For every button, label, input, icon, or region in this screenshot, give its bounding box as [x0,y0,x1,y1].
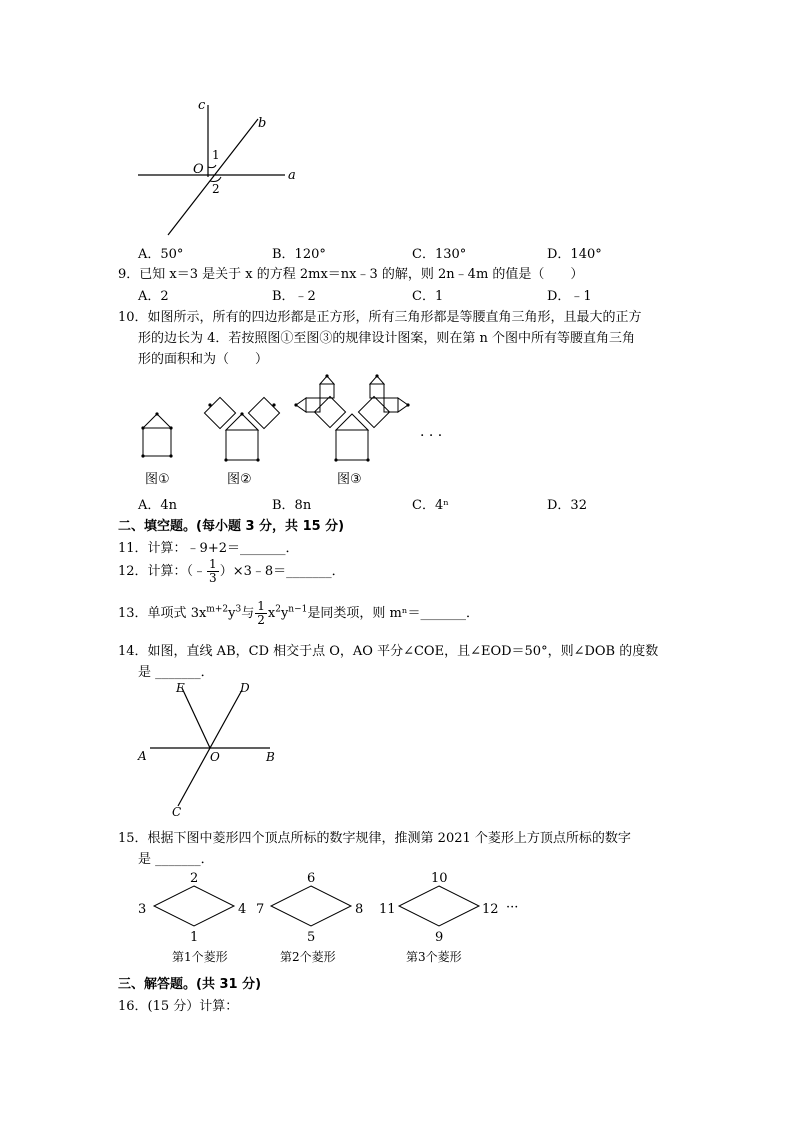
rhombus-3-left: 11 [379,902,396,917]
q10-line-1: 10．如图所示，所有的四边形都是正方形，所有三角形都是等腰直角三角形，且最大的正方 [118,310,642,325]
q13-denominator: 2 [257,613,265,627]
q8-option-c: C．130° [412,247,467,262]
q13 [118,600,479,627]
q12-fraction [207,558,219,585]
q13-exp4: n−1 [288,604,308,615]
q13-fraction [255,600,267,627]
rhombus-1-right: 4 [238,902,247,917]
q12 [118,558,345,585]
q14-label-d: D [240,681,250,695]
rhombus-1-top: 2 [190,871,199,886]
q11: 11．计算：﹣9+2＝_______． [118,541,299,556]
rhombus-1-left: 3 [138,902,147,917]
rhombus-3-bottom: 9 [435,930,444,945]
q9-option-d: D．﹣1 [547,289,592,304]
q13-exp2: 3 [235,604,242,615]
q16: 16．(15 分）计算： [118,999,239,1014]
q13-term1: 3x [190,606,207,621]
q13-suffix: 是同类项，则 mⁿ＝_______． [307,606,479,621]
q15-continuation-dots: ··· [506,900,519,915]
q13-numerator: 1 [257,599,265,613]
rhombus-3-right: 12 [482,902,499,917]
rhombus-2-bottom: 5 [307,930,316,945]
q8-label-a: a [288,168,296,183]
q8-option-d: D．140° [547,247,602,262]
q9-stem: 9．已知 x＝3 是关于 x 的方程 2mx＝nx﹣3 的解，则 2n﹣4m 的值是（ ） [118,267,584,282]
rhombus-2-right: 8 [355,902,364,917]
q10-continuation-dots: · · · [420,428,443,444]
q10-figures [130,368,470,463]
q12-numerator: 1 [209,557,217,571]
q10-option-b: B．8n [272,498,312,513]
q8-label-1: 1 [212,148,220,162]
q13-prefix: 13．单项式 [118,606,187,621]
q13-mid: 与 [241,606,255,621]
q10-option-a: A．4n [138,498,178,513]
q13-exp1: m+2 [206,604,229,615]
q13-y2: y [280,606,289,621]
q14-label-b: B [266,750,275,764]
rhombus-3-caption: 第3个菱形 [406,950,462,964]
q10-option-c: C．4ⁿ [412,498,449,513]
q10-line-3: 形的面积和为（ ） [138,352,269,367]
q8-label-c: c [198,98,206,113]
rhombus-3-top: 10 [431,871,448,886]
q14-label-a: A [138,749,147,763]
q9-option-a: A．2 [138,289,169,304]
q8-label-o: O [193,162,204,177]
rhombus-2-left: 7 [256,902,265,917]
q10-fig1-label: 图① [145,472,170,487]
q14-label-e: E [176,681,185,695]
rhombus-2-caption: 第2个菱形 [280,950,336,964]
q8-label-b: b [258,116,267,131]
q13-y1: y [228,606,236,621]
q15-line-2: 是 _______． [138,852,214,867]
q12-denominator: 3 [209,571,217,585]
q10-option-d: D．32 [547,498,587,513]
q8-figure [130,95,310,245]
rhombus-1-caption: 第1个菱形 [172,950,228,964]
section-2-heading: 二、填空题。(每小题 3 分，共 15 分) [118,519,345,534]
q13-exp3: 2 [275,604,281,615]
q8-label-2: 2 [212,182,220,196]
q10-line-2: 形的边长为 4．若按照图①至图③的规律设计图案，则在第 n 个图中所有等腰直角三角 [138,331,636,346]
section-3-heading: 三、解答题。(共 31 分) [118,977,262,992]
q9-option-b: B．﹣2 [272,289,316,304]
q9-option-c: C．1 [412,289,444,304]
q13-term2: x [267,606,276,621]
q15-figure [130,866,540,966]
q10-fig2-label: 图② [227,472,252,487]
q14-label-c: C [172,805,182,819]
q14-line-1: 14．如图，直线 AB，CD 相交于点 O，AO 平分∠COE，且∠EOD＝50°，则∠DOB 的度数 [118,644,659,659]
rhombus-1-bottom: 1 [190,930,199,945]
rhombus-2-top: 6 [307,871,316,886]
q8-option-b: B．120° [272,247,326,262]
q12-prefix: 12．计算：（﹣ [118,564,207,579]
q14-line-2: 是 _______． [138,665,214,680]
q10-fig3-label: 图③ [337,472,362,487]
q8-option-a: A．50° [138,247,184,262]
q14-label-o: O [210,750,220,764]
q15-line-1: 15．根据下图中菱形四个顶点所标的数字规律，推测第 2021 个菱形上方顶点所标的数字 [118,831,631,846]
q12-suffix: ）×3﹣8＝_______． [219,564,345,579]
q14-figure [130,678,290,823]
